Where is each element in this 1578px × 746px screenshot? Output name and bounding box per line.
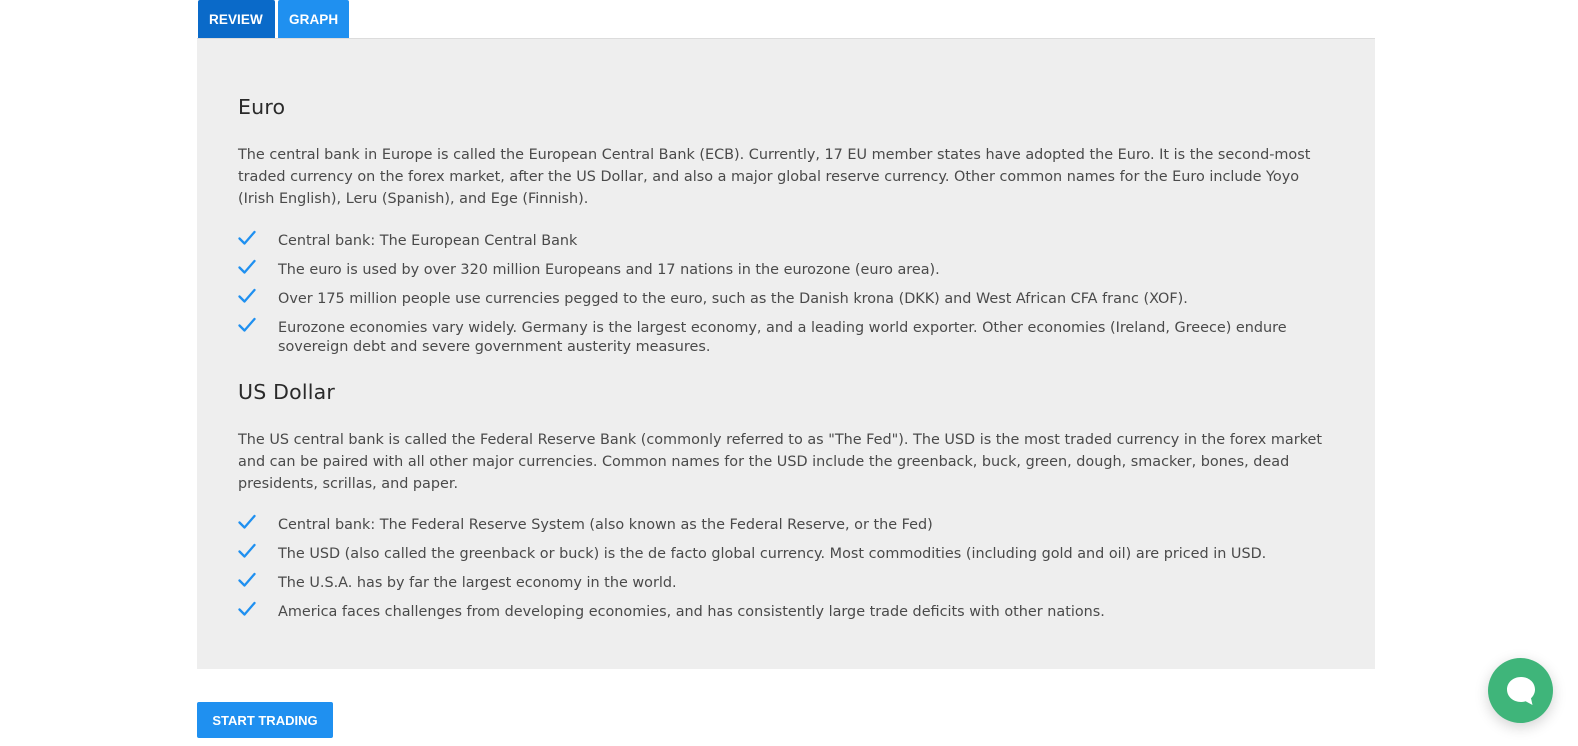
check-icon (238, 542, 256, 560)
list-item (238, 516, 1338, 535)
bullet-text: The USD (also called the greenback or buck) is the de facto global currency. Most commodities (including gold and oil) are priced in USD. (278, 546, 1267, 562)
list-item (238, 261, 1338, 280)
section-title-euro: Euro (238, 95, 286, 119)
tab-bar (198, 0, 349, 39)
euro-bullet-list (238, 232, 1338, 367)
list-item (238, 603, 1338, 622)
check-icon (238, 258, 256, 276)
bullet-text: Eurozone economies vary widely. Germany is the largest economy, and a leading world exporter. Other economies (Ireland, Greece) endure sovereign debt and severe government austerity measures. (278, 320, 1287, 355)
bullet-text: America faces challenges from developing economies, and has consistently large trade deficits with other nations. (278, 604, 1105, 620)
check-icon (238, 229, 256, 247)
chat-button[interactable] (1488, 658, 1553, 723)
list-item (238, 232, 1338, 251)
chat-bubble-icon (1504, 674, 1538, 708)
start-trading-button[interactable]: START TRADING (197, 702, 333, 738)
review-panel (197, 38, 1375, 669)
bullet-text: The U.S.A. has by far the largest economy in the world. (278, 575, 677, 591)
check-icon (238, 571, 256, 589)
bullet-text: Central bank: The Federal Reserve System (also known as the Federal Reserve, or the Fed) (278, 517, 933, 533)
bullet-text: The euro is used by over 320 million Europeans and 17 nations in the eurozone (euro area). (278, 262, 940, 278)
tab-graph[interactable]: GRAPH (278, 0, 349, 39)
bullet-text: Central bank: The European Central Bank (278, 233, 578, 249)
section-title-us-dollar: US Dollar (238, 380, 336, 404)
check-icon (238, 513, 256, 531)
list-item (238, 574, 1338, 593)
usd-bullet-list (238, 516, 1338, 632)
check-icon (238, 287, 256, 305)
section-paragraph-euro: The central bank in Europe is called the European Central Bank (ECB). Currently, 17 EU member states have adopted the Euro. It is the second-most traded currency on the forex market, after the US Dollar, and also a major global reserve currency. Other common names for the Euro include Yoyo (Irish English), Leru (Spanish), and Ege (Finnish). (238, 147, 1311, 207)
list-item (238, 319, 1338, 357)
bullet-text: Over 175 million people use currencies pegged to the euro, such as the Danish krona (DKK) and West African CFA franc (XOF). (278, 291, 1188, 307)
check-icon (238, 600, 256, 618)
list-item (238, 545, 1338, 564)
list-item (238, 290, 1338, 309)
check-icon (238, 316, 256, 334)
tab-review[interactable]: REVIEW (198, 0, 275, 39)
section-paragraph-us-dollar: The US central bank is called the Federal Reserve Bank (commonly referred to as "The Fed"). The USD is the most traded currency in the forex market and can be paired with all other major currencies. Common names for the USD include the greenback, buck, green, dough, smacker, bones, dead presidents, scrillas, and paper. (238, 432, 1322, 492)
